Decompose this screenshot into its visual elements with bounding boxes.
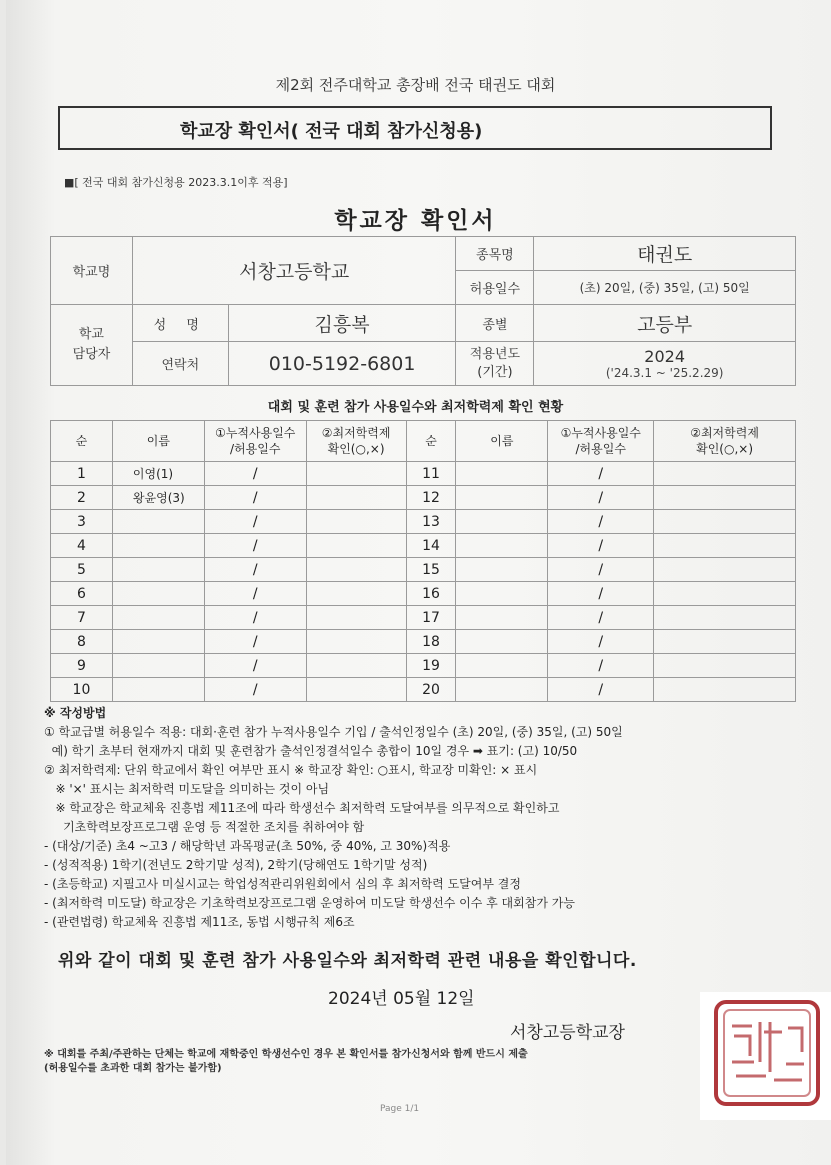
col-no: 순 bbox=[406, 421, 456, 462]
instruction-line: ① 학교급별 허용일수 적용: 대회·훈련 참가 누적사용일수 기입 / 출석인정일수 (초) 20일, (중) 35일, (고) 50일 bbox=[44, 725, 623, 739]
check-cell bbox=[654, 558, 796, 582]
row-number: 11 bbox=[406, 462, 456, 486]
days-cell: / bbox=[204, 486, 306, 510]
row-number: 7 bbox=[51, 606, 113, 630]
official-seal bbox=[700, 992, 831, 1120]
main-title: 학교장 확인서 bbox=[334, 208, 497, 234]
school-info-table bbox=[50, 236, 796, 386]
division-value: 고등부 bbox=[534, 305, 796, 342]
row-number: 19 bbox=[406, 654, 456, 678]
row-number: 8 bbox=[51, 630, 113, 654]
student-name bbox=[456, 606, 548, 630]
row-number: 17 bbox=[406, 606, 456, 630]
check-cell bbox=[306, 630, 406, 654]
check-cell bbox=[654, 486, 796, 510]
row-number: 15 bbox=[406, 558, 456, 582]
days-cell: / bbox=[204, 558, 306, 582]
student-name bbox=[456, 582, 548, 606]
check-cell bbox=[306, 606, 406, 630]
school-label: 학교명 bbox=[51, 237, 133, 305]
principal-signature: 서창고등학교장 bbox=[510, 1023, 625, 1043]
instruction-line: 예) 학기 초부터 현재까지 대회 및 훈련참가 출석인정결석일수 총합이 10일 경우 ➡ 표기: (고) 10/50 bbox=[44, 744, 578, 758]
check-cell bbox=[306, 558, 406, 582]
check-cell bbox=[654, 606, 796, 630]
check-cell bbox=[654, 654, 796, 678]
confirmation-statement: 위와 같이 대회 및 훈련 참가 사용일수와 최저학력 관련 내용을 확인합니다. bbox=[58, 951, 637, 971]
days-cell: / bbox=[548, 606, 654, 630]
seal-stamp-icon bbox=[700, 992, 831, 1120]
roster-header-row bbox=[51, 421, 796, 462]
days-cell: / bbox=[204, 654, 306, 678]
student-name bbox=[456, 678, 548, 702]
days-cell: / bbox=[204, 462, 306, 486]
student-name: 이영(1) bbox=[112, 462, 204, 486]
row-number: 13 bbox=[406, 510, 456, 534]
sport-value: 태권도 bbox=[534, 237, 796, 271]
col-check: ②최저학력제 확인(○,×) bbox=[654, 421, 796, 462]
competition-title: 제2회 전주대학교 총장배 전국 태권도 대회 bbox=[275, 76, 556, 94]
check-cell bbox=[306, 462, 406, 486]
footer-line: (허용일수를 초과한 대회 참가는 불가함) bbox=[44, 1063, 222, 1074]
col-days: ①누적사용일수 /허용일수 bbox=[548, 421, 654, 462]
footer-line: ※ 대회를 주최/주관하는 단체는 학교에 재학중인 학생선수인 경우 본 확인서를 참가신청서와 함께 반드시 제출 bbox=[44, 1049, 528, 1060]
days-cell: / bbox=[204, 678, 306, 702]
check-cell bbox=[306, 534, 406, 558]
row-number: 16 bbox=[406, 582, 456, 606]
row-number: 2 bbox=[51, 486, 113, 510]
row-number: 9 bbox=[51, 654, 113, 678]
sport-label: 종목명 bbox=[456, 237, 534, 271]
col-check: ②최저학력제 확인(○,×) bbox=[306, 421, 406, 462]
student-name bbox=[456, 534, 548, 558]
student-name bbox=[112, 678, 204, 702]
student-name bbox=[456, 630, 548, 654]
year-value: 2024 bbox=[644, 347, 686, 366]
roster-row bbox=[51, 654, 796, 678]
year-cell bbox=[534, 342, 796, 386]
days-cell: / bbox=[548, 558, 654, 582]
row-number: 1 bbox=[51, 462, 113, 486]
roster-row bbox=[51, 558, 796, 582]
row-number: 10 bbox=[51, 678, 113, 702]
contact-value: 010-5192-6801 bbox=[228, 342, 456, 386]
roster-row bbox=[51, 630, 796, 654]
form-title-box bbox=[58, 106, 772, 150]
days-cell: / bbox=[204, 534, 306, 558]
col-name: 이름 bbox=[112, 421, 204, 462]
footer-note bbox=[44, 1048, 528, 1076]
days-cell: / bbox=[548, 582, 654, 606]
student-name bbox=[456, 510, 548, 534]
contact-label: 연락처 bbox=[132, 342, 228, 386]
roster-title: 대회 및 훈련 참가 사용일수와 최저학력제 확인 현황 bbox=[267, 400, 564, 415]
row-number: 3 bbox=[51, 510, 113, 534]
student-name bbox=[456, 486, 548, 510]
row-number: 6 bbox=[51, 582, 113, 606]
check-cell bbox=[654, 678, 796, 702]
manager-name: 김흥복 bbox=[228, 305, 456, 342]
apply-note: ■[ 전국 대회 참가신청용 2023.3.1이후 적용] bbox=[64, 176, 288, 189]
check-cell bbox=[306, 582, 406, 606]
page-number: Page 1/1 bbox=[380, 1104, 420, 1114]
check-cell bbox=[306, 486, 406, 510]
instruction-line: ※ 학교장은 학교체육 진흥법 제11조에 따라 학생선수 최저학력 도달여부를 의무적으로 확인하고 bbox=[44, 801, 560, 815]
form-title: 학교장 확인서( 전국 대회 참가신청용) bbox=[180, 121, 483, 142]
student-name bbox=[456, 558, 548, 582]
check-cell bbox=[654, 510, 796, 534]
col-name: 이름 bbox=[456, 421, 548, 462]
instruction-line: 기초학력보장프로그램 운영 등 적절한 조치를 취하여야 함 bbox=[44, 820, 365, 834]
instructions-heading: ※ 작성방법 bbox=[44, 706, 107, 720]
manager-label: 학교 담당자 bbox=[51, 305, 133, 386]
instruction-line: - (최저학력 미도달) 학교장은 기초학력보장프로그램 운영하여 미도달 학생선수 이수 후 대회참가 가능 bbox=[44, 896, 575, 910]
days-cell: / bbox=[548, 630, 654, 654]
roster-row bbox=[51, 678, 796, 702]
col-days: ①누적사용일수 /허용일수 bbox=[204, 421, 306, 462]
student-name bbox=[112, 534, 204, 558]
row-number: 5 bbox=[51, 558, 113, 582]
division-label: 종별 bbox=[456, 305, 534, 342]
allowed-days-label: 허용일수 bbox=[456, 271, 534, 305]
check-cell bbox=[654, 462, 796, 486]
days-cell: / bbox=[204, 630, 306, 654]
days-cell: / bbox=[204, 606, 306, 630]
check-cell bbox=[306, 678, 406, 702]
school-value: 서창고등학교 bbox=[132, 237, 456, 305]
row-number: 14 bbox=[406, 534, 456, 558]
days-cell: / bbox=[548, 486, 654, 510]
days-cell: / bbox=[548, 678, 654, 702]
instruction-line: - (관련법령) 학교체육 진흥법 제11조, 동법 시행규칙 제6조 bbox=[44, 915, 355, 929]
instruction-line: ② 최저학력제: 단위 학교에서 확인 여부만 표시 ※ 학교장 확인: ○표시, 학교장 미확인: × 표시 bbox=[44, 763, 538, 777]
days-cell: / bbox=[548, 510, 654, 534]
roster-row bbox=[51, 462, 796, 486]
col-no: 순 bbox=[51, 421, 113, 462]
row-number: 12 bbox=[406, 486, 456, 510]
name-label: 성 명 bbox=[132, 305, 228, 342]
instruction-line: - (초등학교) 지필고사 미실시교는 학업성적관리위원회에서 심의 후 최저학력 도달여부 결정 bbox=[44, 877, 521, 891]
check-cell bbox=[654, 582, 796, 606]
row-number: 20 bbox=[406, 678, 456, 702]
allowed-days-value: (초) 20일, (중) 35일, (고) 50일 bbox=[534, 271, 796, 305]
instruction-line: ※ '×' 표시는 최저학력 미도달을 의미하는 것이 아님 bbox=[44, 782, 330, 796]
student-name bbox=[112, 582, 204, 606]
instruction-line: - (대상/기준) 초4 ~고3 / 해당학년 과목평균(초 50%, 중 40%, 고 30%)적용 bbox=[44, 839, 451, 853]
roster-row bbox=[51, 486, 796, 510]
year-period: ('24.3.1 ~ '25.2.29) bbox=[605, 366, 724, 380]
roster-row bbox=[51, 510, 796, 534]
student-name bbox=[456, 654, 548, 678]
year-label: 적용년도 (기간) bbox=[456, 342, 534, 386]
days-cell: / bbox=[548, 534, 654, 558]
check-cell bbox=[654, 534, 796, 558]
instructions bbox=[44, 704, 623, 932]
roster-row bbox=[51, 606, 796, 630]
issue-date: 2024년 05월 12일 bbox=[328, 989, 475, 1009]
student-name bbox=[112, 606, 204, 630]
student-name: 왕윤영(3) bbox=[112, 486, 204, 510]
check-cell bbox=[306, 654, 406, 678]
roster-row bbox=[51, 534, 796, 558]
roster-table bbox=[50, 420, 796, 702]
days-cell: / bbox=[204, 582, 306, 606]
student-name bbox=[112, 654, 204, 678]
check-cell bbox=[306, 510, 406, 534]
check-cell bbox=[654, 630, 796, 654]
student-name bbox=[112, 558, 204, 582]
student-name bbox=[112, 630, 204, 654]
roster-row bbox=[51, 582, 796, 606]
student-name bbox=[456, 462, 548, 486]
days-cell: / bbox=[548, 462, 654, 486]
instruction-line: - (성적적용) 1학기(전년도 2학기말 성적), 2학기(당해연도 1학기말 성적) bbox=[44, 858, 428, 872]
row-number: 18 bbox=[406, 630, 456, 654]
student-name bbox=[112, 510, 204, 534]
days-cell: / bbox=[204, 510, 306, 534]
days-cell: / bbox=[548, 654, 654, 678]
row-number: 4 bbox=[51, 534, 113, 558]
